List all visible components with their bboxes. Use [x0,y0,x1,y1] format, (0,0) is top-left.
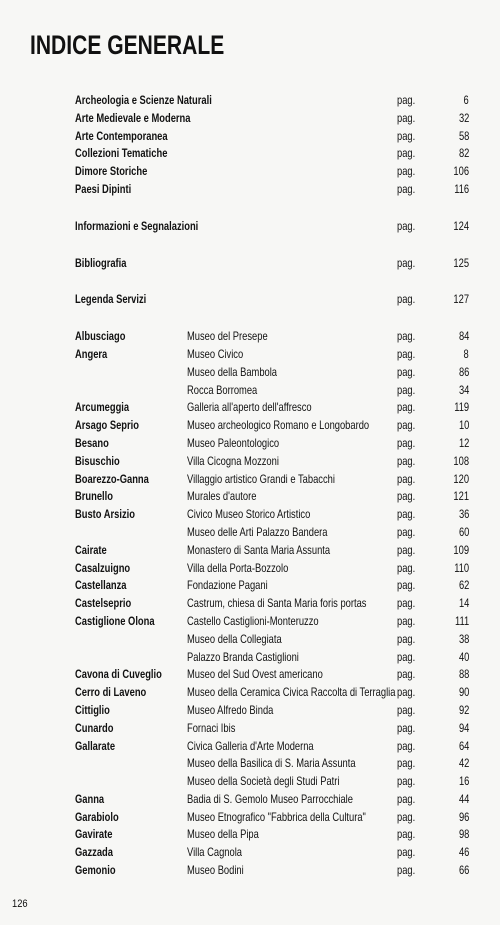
pag-label: pag. [397,596,416,611]
museum-name: Civica Galleria d'Arte Moderna [187,738,314,753]
museum-name: Museo della Società degli Studi Patri [187,774,340,789]
museum-name: Museo Paleontologico [187,435,280,450]
pag-label: pag. [397,702,416,717]
page-ref: 98 [458,827,469,842]
section-row [75,218,475,236]
pag-label: pag. [397,791,416,806]
section-name: Archeologia e Scienze Naturali [75,93,212,107]
town-name: Garabiolo [75,809,119,824]
table-row [75,524,475,542]
table-row [75,844,475,862]
pag-label: pag. [397,507,416,522]
museum-name: Villa della Porta-Bozzolo [187,560,289,575]
pag-label: pag. [397,471,416,486]
section-name: Legenda Servizi [75,292,147,307]
town-name: Ganna [75,791,105,806]
section-row [75,291,475,309]
page-ref: 111 [454,613,469,628]
town-name: Cunardo [75,720,114,735]
table-row [75,560,475,578]
museum-name: Museo della Collegiata [187,631,282,646]
pag-label: pag. [397,418,416,433]
page-number: 126 [12,898,28,910]
index-list [75,92,475,880]
section-row [75,92,475,110]
table-row [75,684,475,702]
town-name: Cerro di Laveno [75,685,147,700]
page-ref: 88 [458,667,469,682]
page-ref: 66 [458,863,469,878]
museum-name: Museo della Pipa [187,827,259,842]
pag-label: pag. [397,489,416,504]
table-row [75,755,475,773]
table-row [75,773,475,791]
town-name: Castellanza [75,578,127,593]
museum-name: Murales d'autore [187,489,257,504]
page-ref: 90 [458,685,469,700]
pag-label: pag. [397,524,416,539]
pag-label: pag. [397,364,416,379]
town-name: Arcumeggia [75,400,130,415]
town-name: Cittiglio [75,702,110,717]
page-ref: 46 [458,845,469,860]
pag-label: pag. [397,93,416,107]
town-name: Boarezzo-Ganna [75,471,149,486]
pag-label: pag. [397,631,416,646]
table-row [75,720,475,738]
table-row [75,435,475,453]
table-row [75,453,475,471]
town-name: Besano [75,435,109,450]
museum-name: Fondazione Pagani [187,578,268,593]
town-name: Cairate [75,542,107,557]
pag-label: pag. [397,453,416,468]
pag-label: pag. [397,774,416,789]
table-row [75,417,475,435]
page-ref: 108 [453,453,469,468]
town-name: Bisuschio [75,453,120,468]
pag-label: pag. [397,863,416,878]
page-ref: 124 [453,218,469,233]
pag-label: pag. [397,578,416,593]
museum-name: Museo del Presepe [187,329,268,344]
table-row [75,666,475,684]
pag-label: pag. [397,435,416,450]
museum-name: Museo Bodini [187,863,244,878]
table-row [75,471,475,489]
town-name: Arsago Seprio [75,418,139,433]
pag-label: pag. [397,181,416,196]
table-row [75,826,475,844]
pag-label: pag. [397,756,416,771]
page-ref: 86 [458,364,469,379]
table-row [75,862,475,880]
museum-name: Palazzo Branda Castiglioni [187,649,299,664]
section-row [75,181,475,199]
pag-label: pag. [397,738,416,753]
page-ref: 120 [453,471,469,486]
pag-label: pag. [397,146,416,161]
page-ref: 94 [458,720,469,735]
table-row [75,346,475,364]
page-ref: 125 [453,255,469,270]
section-name: Informazioni e Segnalazioni [75,218,199,233]
page-ref: 42 [458,756,469,771]
table-row [75,595,475,613]
page-ref: 60 [458,524,469,539]
page-ref: 10 [458,418,469,433]
town-name: Angera [75,346,108,361]
town-name: Gavirate [75,827,113,842]
page-ref: 64 [458,738,469,753]
page-ref: 40 [458,649,469,664]
museum-name: Galleria all'aperto dell'affresco [187,400,312,415]
museum-name: Fornaci Ibis [187,720,236,735]
museum-name: Museo della Basilica di S. Maria Assunta [187,756,356,771]
page-ref: 32 [458,110,469,125]
section-row [75,163,475,181]
town-name: Gemonio [75,863,116,878]
table-row [75,382,475,400]
museum-name: Museo delle Arti Palazzo Bandera [187,524,328,539]
page-ref: 14 [458,596,469,611]
page-ref: 127 [453,292,469,307]
museum-name: Museo Civico [187,346,244,361]
section-name: Dimore Storiche [75,164,148,179]
section-name: Paesi Dipinti [75,181,132,196]
page-ref: 38 [458,631,469,646]
page-ref: 92 [458,702,469,717]
museum-name: Museo Alfredo Binda [187,702,274,717]
table-row [75,809,475,827]
town-name: Casalzuigno [75,560,131,575]
museum-name: Museo della Ceramica Civica Raccolta di Terraglia [187,685,396,700]
page-ref: 16 [458,774,469,789]
museum-name: Villaggio artistico Grandi e Tabacchi [187,471,335,486]
page-ref: 44 [458,791,469,806]
pag-label: pag. [397,827,416,842]
town-name: Cavona di Cuveglio [75,667,162,682]
museum-name: Castello Castiglioni-Monteruzzo [187,613,319,628]
page-ref: 12 [458,435,469,450]
museum-name: Rocca Borromea [187,382,258,397]
table-row [75,488,475,506]
town-name: Busto Arsizio [75,507,135,522]
section-name: Arte Contemporanea [75,128,168,143]
pag-label: pag. [397,382,416,397]
town-name: Castiglione Olona [75,613,155,628]
page-title: INDICE GENERALE [30,30,225,60]
page-ref: 84 [458,329,469,344]
museum-name: Museo della Bambola [187,364,278,379]
pag-label: pag. [397,255,416,270]
museum-name: Museo del Sud Ovest americano [187,667,323,682]
page-ref: 34 [458,382,469,397]
pag-label: pag. [397,329,416,344]
page-ref: 119 [454,400,469,415]
page-ref: 116 [454,181,469,196]
museum-name: Castrum, chiesa di Santa Maria foris portas [187,596,367,611]
pag-label: pag. [397,649,416,664]
museum-name: Civico Museo Storico Artistico [187,507,311,522]
pag-label: pag. [397,218,416,233]
table-row [75,399,475,417]
pag-label: pag. [397,346,416,361]
table-row [75,542,475,560]
pag-label: pag. [397,110,416,125]
section-row [75,110,475,128]
page-ref: 121 [453,489,469,504]
section-row [75,128,475,146]
pag-label: pag. [397,560,416,575]
pag-label: pag. [397,685,416,700]
page-ref: 8 [463,346,469,361]
table-row [75,649,475,667]
table-row [75,613,475,631]
table-row [75,577,475,595]
museum-entries [75,328,475,880]
page-ref: 96 [458,809,469,824]
page-ref: 6 [463,93,469,107]
pag-label: pag. [397,292,416,307]
museum-name: Villa Cicogna Mozzoni [187,453,279,468]
page-ref: 36 [458,507,469,522]
pag-label: pag. [397,164,416,179]
town-name: Brunello [75,489,113,504]
section-name: Arte Medievale e Moderna [75,110,191,125]
pag-label: pag. [397,542,416,557]
table-row [75,738,475,756]
pag-label: pag. [397,400,416,415]
town-name: Castelseprio [75,596,132,611]
pag-label: pag. [397,720,416,735]
pag-label: pag. [397,128,416,143]
page-ref: 110 [454,560,469,575]
table-row [75,791,475,809]
museum-name: Badia di S. Gemolo Museo Parrocchiale [187,791,353,806]
page-ref: 58 [458,128,469,143]
town-name: Gallarate [75,738,116,753]
page-ref: 82 [458,146,469,161]
pag-label: pag. [397,667,416,682]
table-row [75,506,475,524]
museum-name: Museo archeologico Romano e Longobardo [187,418,370,433]
museum-name: Monastero di Santa Maria Assunta [187,542,331,557]
table-row [75,631,475,649]
town-name: Gazzada [75,845,113,860]
section-name: Bibliografia [75,255,127,270]
section-row [75,145,475,163]
table-row [75,364,475,382]
museum-name: Museo Etnografico "Fabbrica della Cultura" [187,809,366,824]
pag-label: pag. [397,845,416,860]
page-ref: 109 [453,542,469,557]
table-row [75,702,475,720]
section-name: Collezioni Tematiche [75,146,168,161]
museum-name: Villa Cagnola [187,845,242,860]
town-name: Albusciago [75,329,126,344]
page-ref: 106 [453,164,469,179]
pag-label: pag. [397,613,416,628]
section-row [75,255,475,273]
pag-label: pag. [397,809,416,824]
table-row [75,328,475,346]
page-ref: 62 [458,578,469,593]
